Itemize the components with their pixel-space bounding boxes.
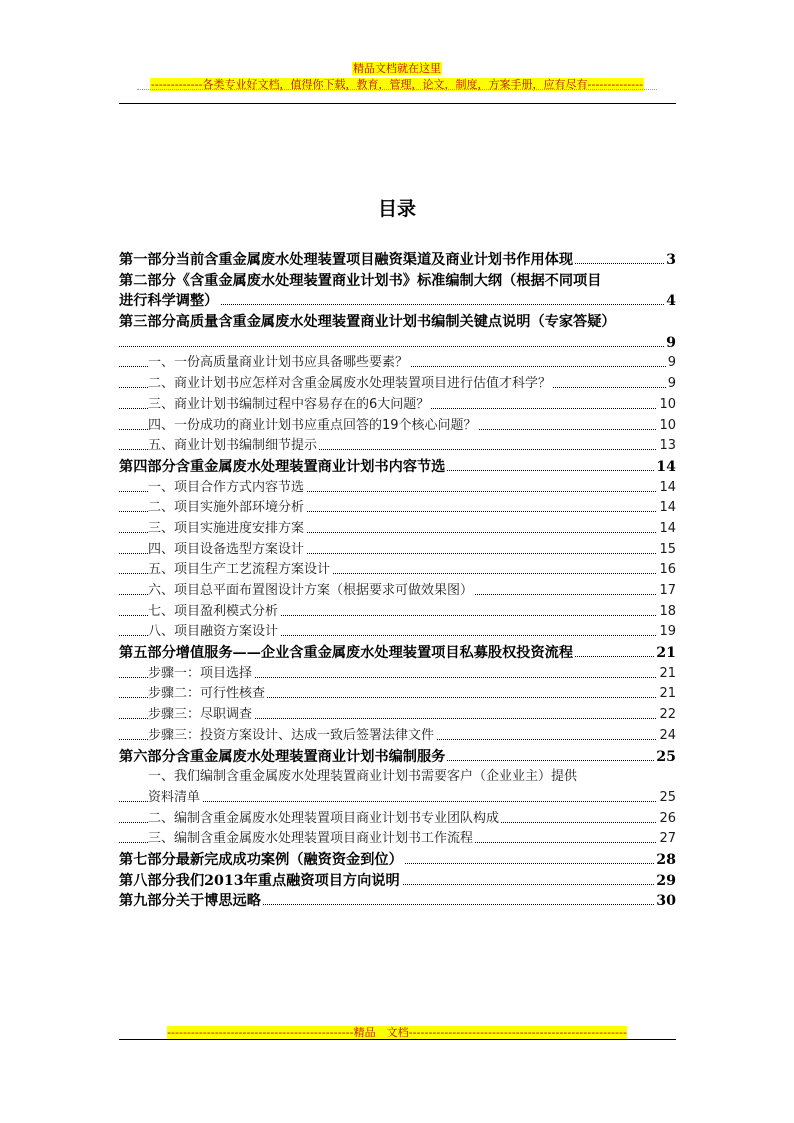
toc-entry-label: 二、项目实施外部环境分析 [148,498,306,519]
toc-entry-page-number: 24 [657,726,676,747]
toc-entry-label: 第七部分最新完成成功案例（融资资金到位） [119,850,405,871]
toc-entry-section[interactable] [119,767,676,788]
toc-entry-label: 三、编制含重金属废水处理装置项目商业计划书工作流程 [148,829,475,850]
toc-entry-page-number: 14 [657,478,676,499]
toc-entry-page-number: 9 [664,333,676,354]
header-dotted-divider [137,89,657,90]
toc-entry-section[interactable] [119,664,676,685]
toc-entry-section[interactable] [119,478,676,499]
toc-entry-section[interactable] [119,602,676,623]
toc-entry-page-number: 14 [654,457,676,478]
toc-entry-label: 一、项目合作方式内容节选 [148,478,306,499]
toc-entry-page-number: 14 [657,498,676,519]
toc-entry-label: 五、商业计划书编制细节提示 [148,436,319,457]
toc-entry-label: 第三部分高质量含重金属废水处理装置商业计划书编制关键点说明（专家答疑） [119,312,618,333]
toc-entry-section[interactable] [119,540,676,561]
toc-entry-part[interactable] [119,850,676,871]
toc-entry-label: 四、项目设备选型方案设计 [148,540,306,561]
toc-entry-label: 六、项目总平面布置图设计方案（根据要求可做效果图） [148,581,475,602]
toc-entry-label: 七、项目盈利模式分析 [148,602,280,623]
toc-entry-page-number: 26 [657,809,676,830]
toc-entry-label: 第八部分我们2013年重点融资项目方向说明 [119,871,402,892]
toc-entry-page-number: 13 [657,436,676,457]
toc-entry-page-number: 10 [657,416,676,437]
toc-entry-label: 第二部分《含重金属废水处理装置商业计划书》标准编制大纲（根据不同项目 [119,271,603,292]
toc-entry-section[interactable] [119,705,676,726]
toc-entry-section[interactable] [119,829,676,850]
toc-entry-label: 二、商业计划书应怎样对含重金属废水处理装置项目进行估值才科学？ [148,374,553,395]
toc-entry-page-number: 21 [657,684,676,705]
toc-entry-page-number: 27 [657,829,676,850]
toc-entry-part[interactable] [119,747,676,768]
toc-entry-part[interactable] [119,457,676,478]
toc-entry-label: 进行科学调整） [119,291,220,312]
toc-entry-section[interactable] [119,395,676,416]
toc-entry-page-number: 28 [654,850,676,871]
toc-entry-page-number: 3 [664,250,676,271]
toc-entry-label: 五、项目生产工艺流程方案设计 [148,560,332,581]
toc-entry-part[interactable] [119,271,676,292]
toc-entry-page-number: 21 [654,643,676,664]
toc-entry-page-number: 29 [654,871,676,892]
toc-entry-page-number: 15 [657,540,676,561]
toc-entry-label: 步骤三：投资方案设计、达成一致后签署法律文件 [148,726,436,747]
toc-entry-label: 第一部分当前含重金属废水处理装置项目融资渠道及商业计划书作用体现 [119,250,575,271]
toc-entry-section[interactable] [119,498,676,519]
toc-entry-section[interactable] [119,436,676,457]
toc-entry-section[interactable] [119,809,676,830]
toc-entry-part[interactable] [119,291,676,312]
toc-entry-label: 一、我们编制含重金属废水处理装置商业计划书需要客户（企业业主）提供 [148,767,579,788]
toc-entry-part[interactable] [119,643,676,664]
toc-entry-label: 步骤二：可行性核查 [148,684,267,705]
toc-leader-dots [119,801,676,802]
toc-entry-label: 三、项目实施进度安排方案 [148,519,306,540]
footer-banner: -----------------------------------------------精品 文档------------------------------------------------------- [167,1026,627,1039]
toc-entry-section[interactable] [119,684,676,705]
toc-entry-section[interactable] [119,581,676,602]
toc-entry-section[interactable] [119,374,676,395]
toc-entry-label: 一、一份高质量商业计划书应具备哪些要素？ [148,353,410,374]
page-title: 目录 [377,198,416,220]
toc-entry-part[interactable] [119,891,676,912]
toc-entry-page-number: 21 [657,664,676,685]
footer-rule [119,1039,676,1040]
toc-entry-page-number: 30 [654,891,676,912]
toc-entry-part[interactable] [119,250,676,271]
toc-entry-label: 资料清单 [148,788,202,809]
toc-entry-page-number: 25 [654,747,676,768]
toc-entry-page-number: 19 [657,622,676,643]
toc-entry-label: 步骤三：尽职调查 [148,705,254,726]
toc-entry-page-number: 10 [657,395,676,416]
toc-entry-label: 第九部分关于博思远略 [119,891,263,912]
toc-entry-label: 二、编制含重金属废水处理装置项目商业计划书专业团队构成 [148,809,501,830]
toc-entry-page-number: 16 [657,560,676,581]
toc-entry-page-number: 22 [657,705,676,726]
header-line-2: -------------各类专业好文档，值得你下载，教育，管理，论文，制度，方案手册，应有尽有-------------- [150,78,644,91]
toc-entry-page-number: 25 [657,788,676,809]
toc-entry-part[interactable] [119,333,676,354]
toc-entry-label: 四、一份成功的商业计划书应重点回答的19个核心问题？ [148,416,479,437]
toc-entry-page-number: 9 [666,374,676,395]
toc-entry-page-number: 14 [657,519,676,540]
toc-entry-part[interactable] [119,312,676,333]
toc-entry-section[interactable] [119,560,676,581]
toc-entry-section[interactable] [119,519,676,540]
toc-entry-section[interactable] [119,353,676,374]
table-of-contents [119,250,676,912]
toc-entry-section[interactable] [119,788,676,809]
header-line-1: 精品文档就在这里 [353,62,441,75]
toc-entry-section[interactable] [119,622,676,643]
toc-leader-dots [119,346,676,347]
toc-entry-label: 第四部分含重金属废水处理装置商业计划书内容节选 [119,457,447,478]
toc-entry-label: 第五部分增值服务——企业含重金属废水处理装置项目私募股权投资流程 [119,643,575,664]
toc-entry-part[interactable] [119,871,676,892]
toc-entry-section[interactable] [119,726,676,747]
toc-entry-page-number: 17 [657,581,676,602]
toc-entry-label: 第六部分含重金属废水处理装置商业计划书编制服务 [119,747,447,768]
toc-entry-page-number: 18 [657,602,676,623]
header-rule [119,103,676,104]
toc-entry-page-number: 4 [664,291,676,312]
toc-entry-label: 步骤一：项目选择 [148,664,254,685]
toc-entry-label: 三、商业计划书编制过程中容易存在的6大问题？ [148,395,431,416]
toc-entry-section[interactable] [119,416,676,437]
toc-entry-label: 八、项目融资方案设计 [148,622,280,643]
toc-entry-page-number: 9 [666,353,676,374]
